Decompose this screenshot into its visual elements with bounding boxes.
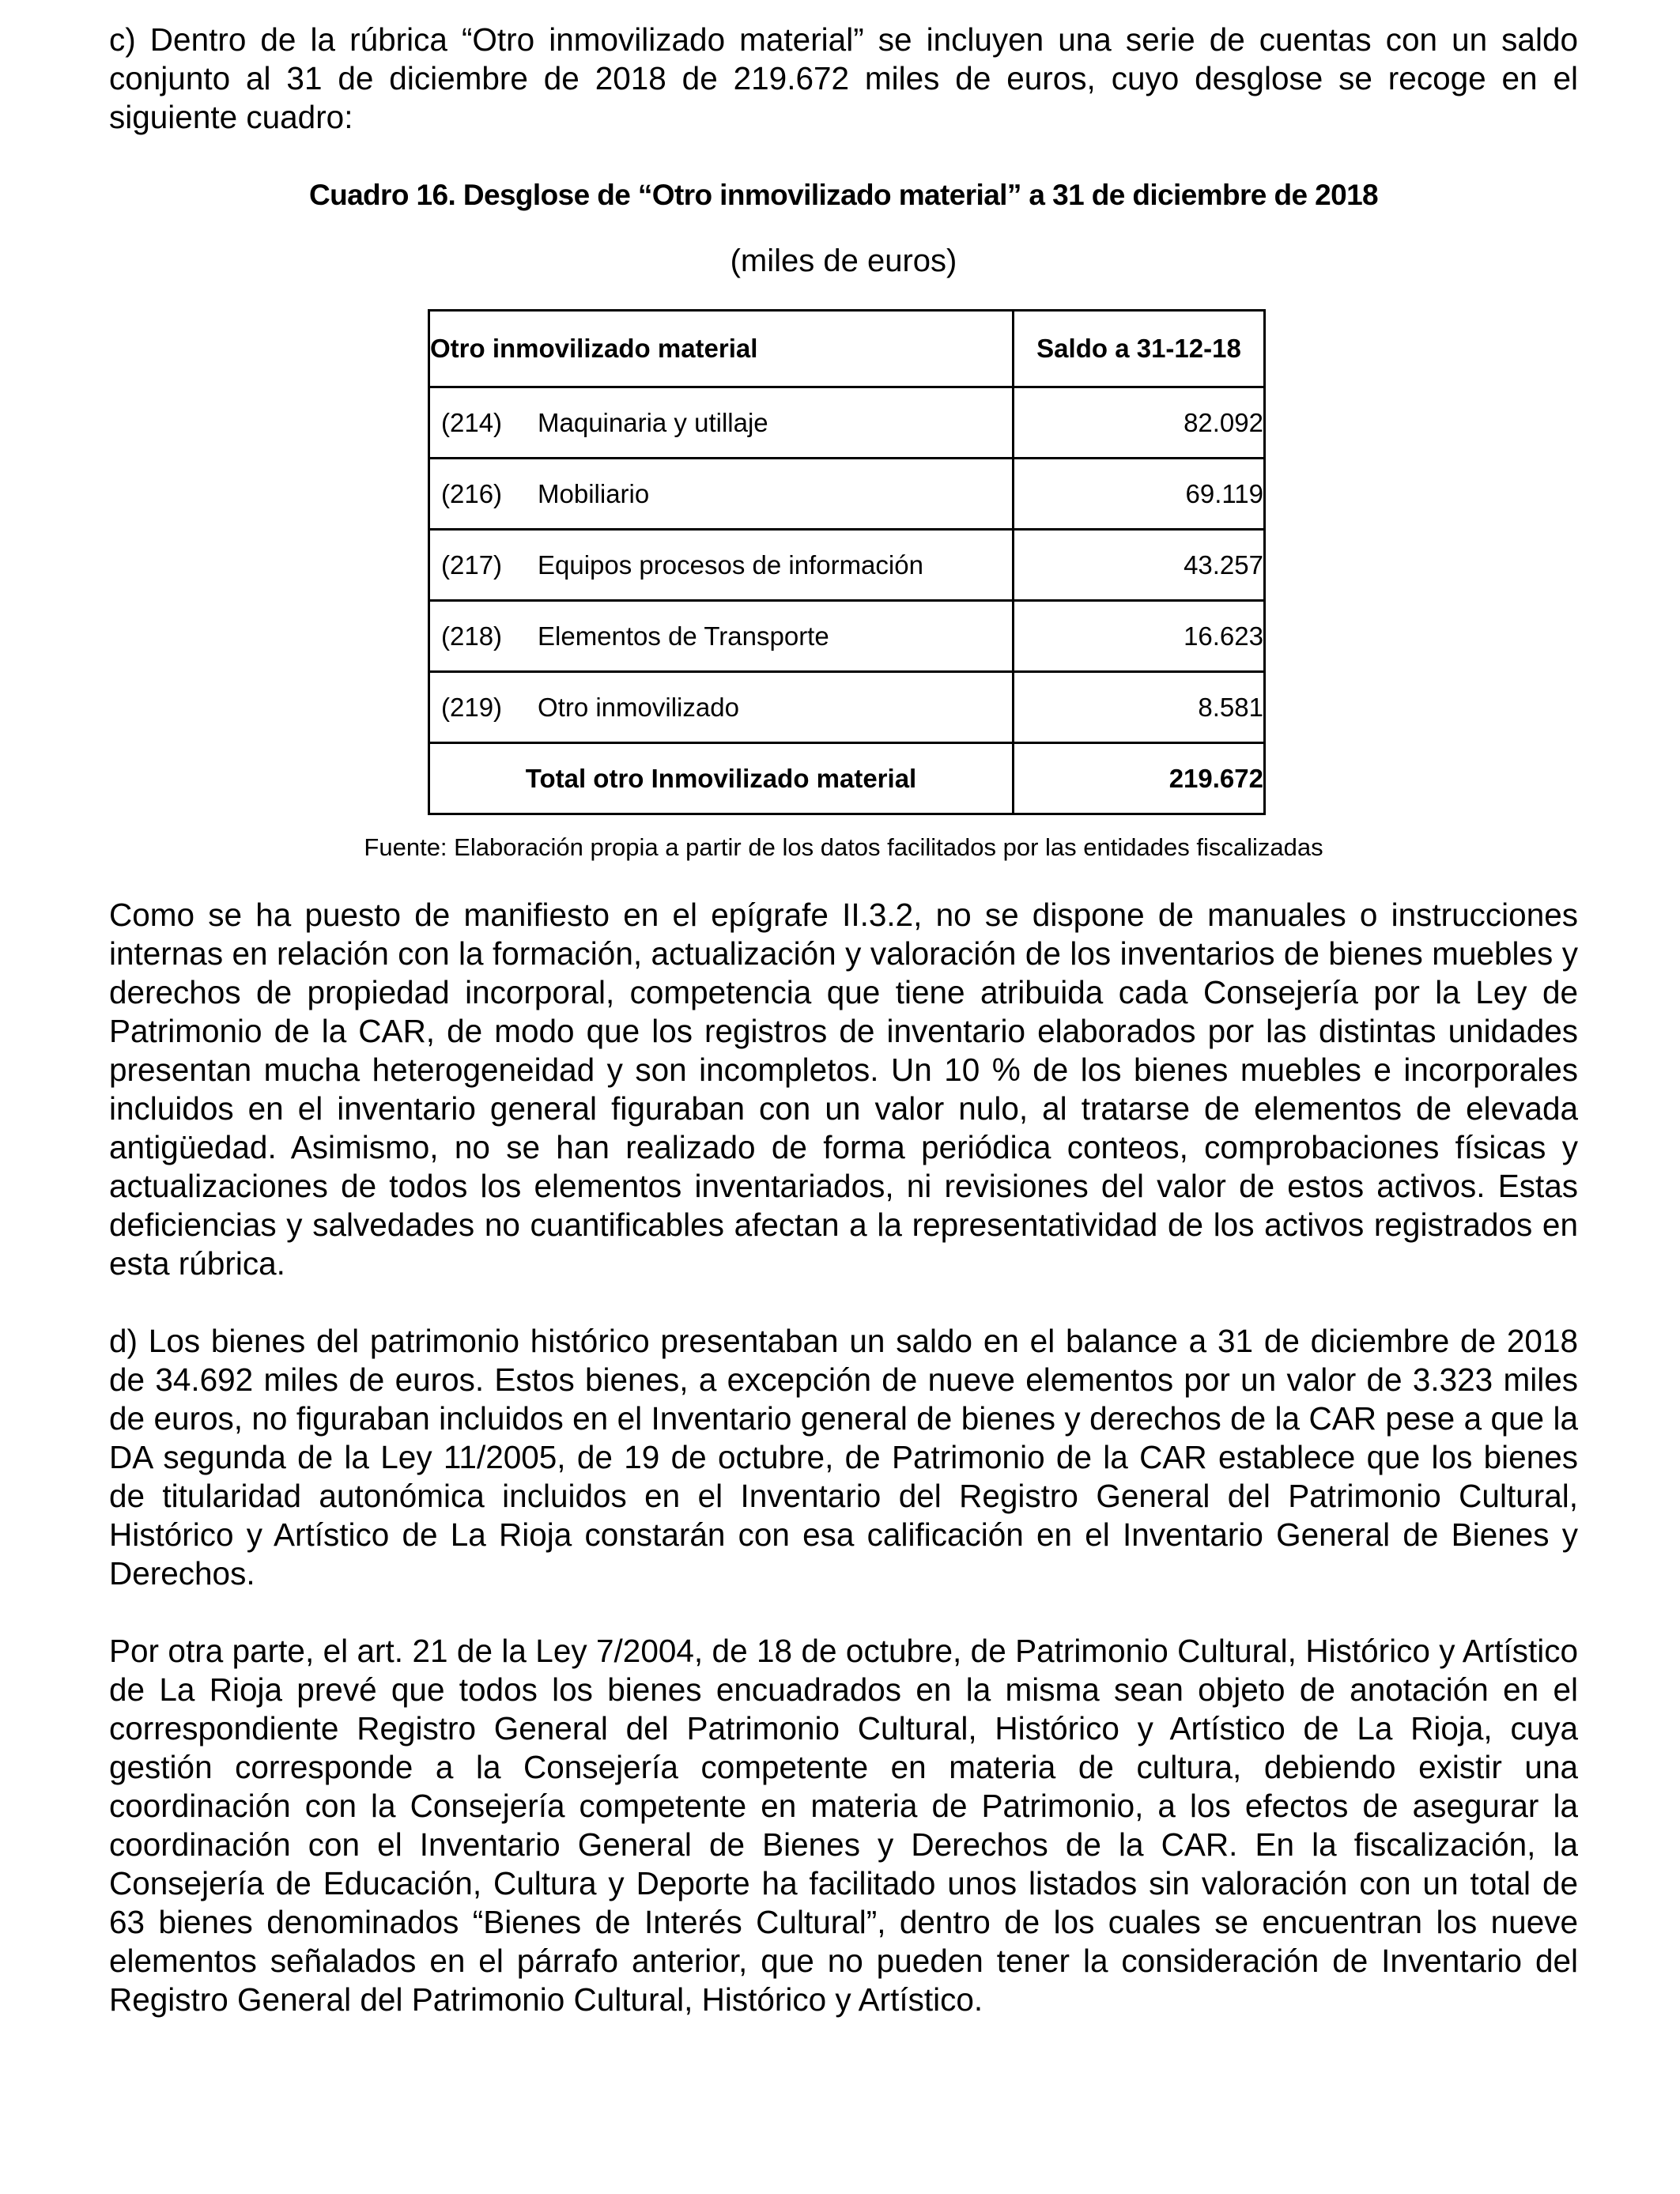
table-row (429, 672, 1265, 743)
table-row (429, 459, 1265, 530)
body-paragraph-2: d) Los bienes del patrimonio histórico presentaban un saldo en el balance a 31 de diciembre de 2018 de 34.692 miles de euros. Estos bienes, a excepción de nueve elementos por un valor de 3.323 miles de euros, no figuraban incluidos en el Inventario general de bienes y derechos de la CAR pese a que la DA segunda de la Ley 11/2005, de 19 de octubre, de Patrimonio de la CAR establece que los bienes de titularidad autonómica incluidos en el Inventario del Registro General del Patrimonio Cultural, Histórico y Artístico de La Rioja constarán con esa calificación en el Inventario General de Bienes y Derechos. (109, 1323, 1578, 1592)
row-concept-cell (429, 530, 1014, 601)
account-name: Otro inmovilizado (538, 692, 739, 722)
header-concept: Otro inmovilizado material (429, 311, 1014, 387)
account-balance: 16.623 (1014, 601, 1265, 672)
account-balance: 69.119 (1014, 459, 1265, 530)
row-concept-cell (429, 672, 1014, 743)
account-balance: 82.092 (1014, 387, 1265, 459)
total-value: 219.672 (1014, 743, 1265, 814)
paragraph-spacer (109, 1283, 1578, 1322)
table-container (428, 309, 1263, 815)
account-code: (216) (441, 478, 503, 508)
row-concept-cell (429, 459, 1014, 530)
account-balance: 8.581 (1014, 672, 1265, 743)
table-units: (miles de euros) (730, 244, 957, 278)
account-name: Maquinaria y utillaje (538, 407, 768, 437)
paragraph-spacer (109, 1593, 1578, 1632)
table-total-row (429, 743, 1265, 814)
document-page (109, 21, 1578, 2019)
table-header-row (429, 311, 1265, 387)
header-balance: Saldo a 31-12-18 (1014, 311, 1265, 387)
account-name: Equipos procesos de información (538, 549, 923, 580)
account-code: (214) (441, 407, 503, 437)
account-code: (218) (441, 621, 503, 651)
table-source-note: Fuente: Elaboración propia a partir de los datos facilitados por las entidades fiscalizadas (364, 833, 1323, 861)
table-row (429, 530, 1265, 601)
total-label: Total otro Inmovilizado material (429, 743, 1014, 814)
body-paragraph-1: Como se ha puesto de manifiesto en el epígrafe II.3.2, no se dispone de manuales o instrucciones internas en relación con la formación, actualización y valoración de los inventarios de bienes muebles y derechos de propiedad incorporal, competencia que tiene atribuida cada Consejería por la Ley de Patrimonio de la CAR, de modo que los registros de inventario elaborados por las distintas unidades presentan mucha heterogeneidad y son incompletos. Un 10 % de los bienes muebles e incorporales incluidos en el inventario general figuraban con un valor nulo, al tratarse de elementos de elevada antigüedad. Asimismo, no se han realizado de forma periódica conteos, comprobaciones físicas y actualizaciones de todos los elementos inventariados, ni revisiones del valor de estos activos. Estas deficiencias y salvedades no cuantificables afectan a la representatividad de los activos registrados en esta rúbrica. (109, 897, 1578, 1282)
table-row (429, 601, 1265, 672)
account-balance: 43.257 (1014, 530, 1265, 601)
row-concept-cell (429, 601, 1014, 672)
body-paragraph-3: Por otra parte, el art. 21 de la Ley 7/2004, de 18 de octubre, de Patrimonio Cultural, Histórico y Artístico de La Rioja prevé que todos los bienes encuadrados en la misma sean objeto de anotación en el correspondiente Registro General del Patrimonio Cultural, Histórico y Artístico de La Rioja, cuya gestión corresponde a la Consejería competente en materia de cultura, debiendo existir una coordinación con la Consejería competente en materia de Patrimonio, a los efectos de asegurar la coordinación con el Inventario General de Bienes y Derechos de la CAR. En la fiscalización, la Consejería de Educación, Cultura y Deporte ha facilitado unos listados sin valoración con un total de 63 bienes denominados “Bienes de Interés Cultural”, dentro de los cuales se encuentran los nueve elementos señalados en el párrafo anterior, que no pueden tener la consideración de Inventario del Registro General del Patrimonio Cultural, Histórico y Artístico. (109, 1633, 1578, 2018)
account-name: Mobiliario (538, 478, 650, 508)
account-code: (219) (441, 692, 503, 722)
breakdown-table (428, 309, 1266, 815)
account-code: (217) (441, 549, 503, 580)
row-concept-cell (429, 387, 1014, 459)
intro-paragraph: c) Dentro de la rúbrica “Otro inmovilizado material” se incluyen una serie de cuentas con un saldo conjunto al 31 de diciembre de 2018 de 219.672 miles de euros, cuyo desglose se recoge en el siguiente cuadro: (109, 21, 1578, 135)
account-name: Elementos de Transporte (538, 621, 829, 651)
table-row (429, 387, 1265, 459)
table-title: Cuadro 16. Desglose de “Otro inmovilizado material” a 31 de diciembre de 2018 (308, 179, 1379, 211)
